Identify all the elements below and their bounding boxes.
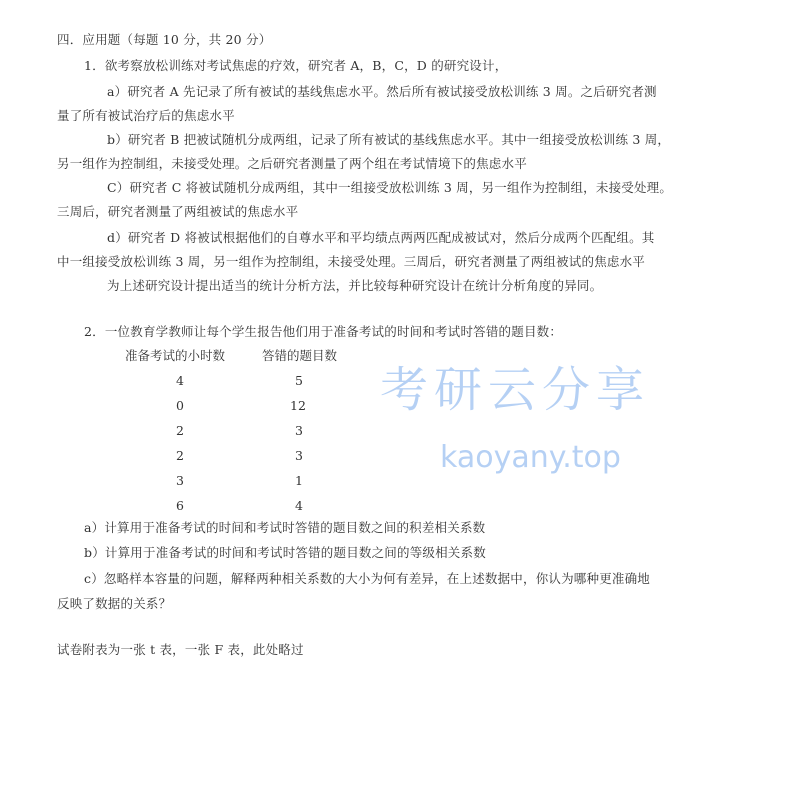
hours-cell: 3 <box>176 473 184 488</box>
q2-b: b）计算用于准备考试的时间和考试时答错的题目数之间的等级相关系数 <box>84 545 486 560</box>
watermark-url: kaoyany.top <box>440 440 621 475</box>
q2-stem: 2．一位教育学教师让每个学生报告他们用于准备考试的时间和考试时答错的题目数： <box>84 324 563 339</box>
q1-c-line2: 三周后，研究者测量了两组被试的焦虑水平 <box>57 204 299 219</box>
section-title: 四．应用题（每题 10 分，共 20 分） <box>57 32 272 47</box>
table-header-errors: 答错的题目数 <box>262 348 338 363</box>
q1-b-line1: b）研究者 B 把被试随机分成两组，记录了所有被试的基线焦虑水平。其中一组接受放松训练 3 周， <box>107 132 671 147</box>
errors-cell: 3 <box>295 423 303 438</box>
q2-c-line1: c）忽略样本容量的问题，解释两种相关系数的大小为何有差异，在上述数据中，你认为哪种更准确地 <box>84 571 651 586</box>
q2-c-line2: 反映了数据的关系？ <box>57 596 172 611</box>
errors-cell: 12 <box>290 398 306 413</box>
errors-cell: 4 <box>295 498 303 513</box>
q1-a-line1: a）研究者 A 先记录了所有被试的基线焦虑水平。然后所有被试接受放松训练 3 周。之后研究者测 <box>107 84 657 99</box>
q1-a-line2: 量了所有被试治疗后的焦虑水平 <box>57 108 235 123</box>
footer-note: 试卷附表为一张 t 表，一张 F 表，此处略过 <box>57 642 304 657</box>
hours-cell: 2 <box>176 448 184 463</box>
hours-cell: 2 <box>176 423 184 438</box>
q1-task: 为上述研究设计提出适当的统计分析方法，并比较每种研究设计在统计分析角度的异同。 <box>107 278 603 293</box>
watermark-text: 考研云分享 <box>380 362 651 418</box>
q2-a: a）计算用于准备考试的时间和考试时答错的题目数之间的积差相关系数 <box>84 520 486 535</box>
q1-stem: 1．欲考察放松训练对考试焦虑的疗效，研究者 A，B，C，D 的研究设计， <box>84 58 508 73</box>
hours-cell: 0 <box>176 398 184 413</box>
errors-cell: 5 <box>295 373 303 388</box>
hours-cell: 6 <box>176 498 184 513</box>
table-header-hours: 准备考试的小时数 <box>125 348 226 363</box>
hours-cell: 4 <box>176 373 184 388</box>
q1-d-line2: 中一组接受放松训练 3 周，另一组作为控制组，未接受处理。三周后，研究者测量了两组被试的焦虑水平 <box>57 254 646 269</box>
q1-b-line2: 另一组作为控制组，未接受处理。之后研究者测量了两个组在考试情境下的焦虑水平 <box>57 156 527 171</box>
q1-d-line1: d）研究者 D 将被试根据他们的自尊水平和平均绩点两两匹配成被试对，然后分成两个匹配组。其 <box>107 230 655 245</box>
q1-c-line1: C）研究者 C 将被试随机分成两组，其中一组接受放松训练 3 周，另一组作为控制组，未接受处理。 <box>107 180 673 195</box>
errors-cell: 3 <box>295 448 303 463</box>
errors-cell: 1 <box>295 473 303 488</box>
